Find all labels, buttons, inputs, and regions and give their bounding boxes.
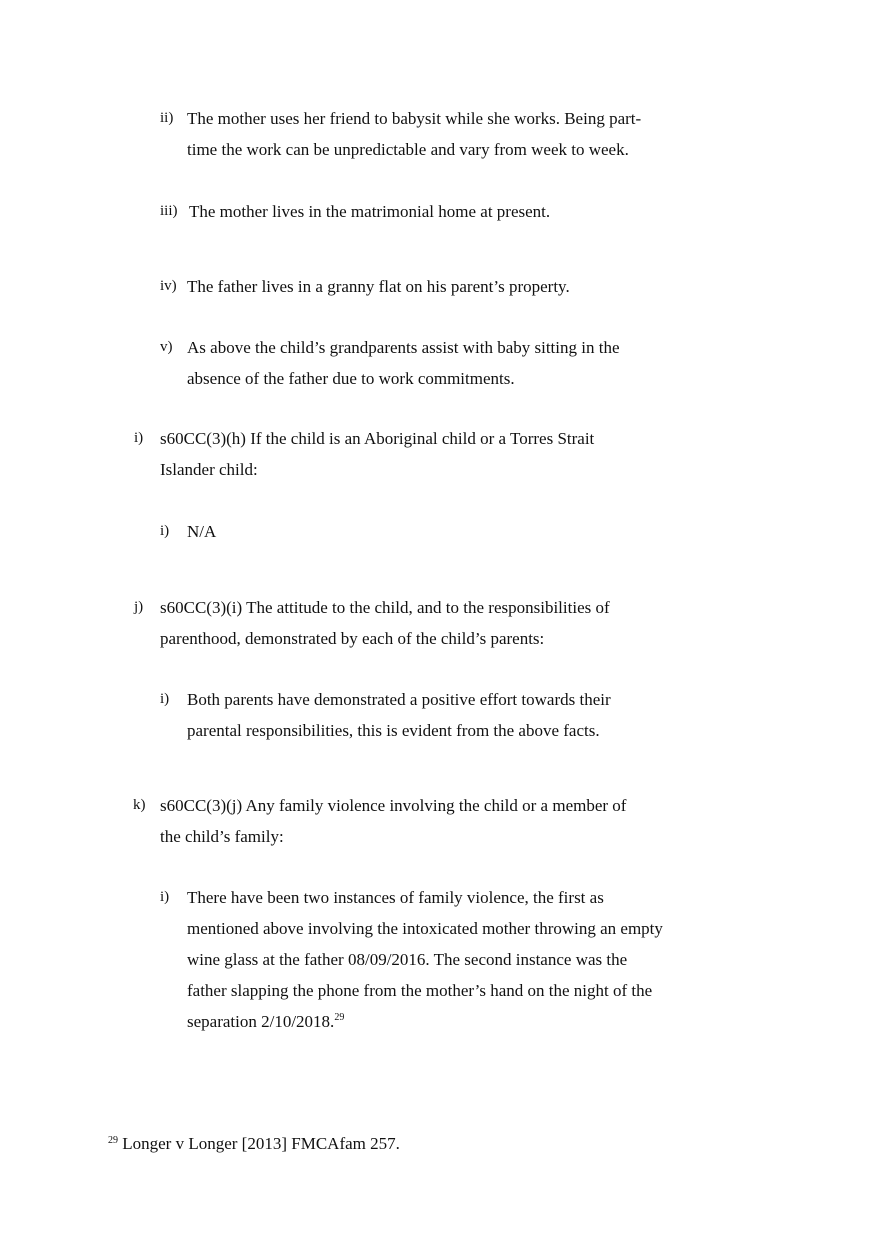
text-line: Both parents have demonstrated a positive effort towards their <box>187 690 611 709</box>
text-line: father slapping the phone from the mother’s hand on the night of the <box>187 981 653 1000</box>
text-line: absence of the father due to work commitments. <box>187 369 515 388</box>
list-text <box>160 592 610 654</box>
list-label: ii) <box>160 110 174 126</box>
text-line: There have been two instances of family violence, the first as <box>187 888 604 907</box>
text-line-content: separation 2/10/2018. <box>187 1012 335 1031</box>
text-line: mentioned above involving the intoxicated mother throwing an empty <box>187 919 663 938</box>
list-label: iii) <box>160 203 178 219</box>
text-line: N/A <box>187 522 217 541</box>
text-line: s60CC(3)(j) Any family violence involving the child or a member of <box>160 796 627 815</box>
text-line: parenthood, demonstrated by each of the child’s parents: <box>160 629 545 648</box>
list-text <box>187 103 641 165</box>
list-text <box>187 516 216 547</box>
list-text <box>160 423 594 485</box>
list-text <box>187 684 611 746</box>
list-text <box>189 196 550 227</box>
list-label: i) <box>160 889 170 905</box>
footnote <box>108 1133 400 1155</box>
footnote-number: 29 <box>108 1135 118 1146</box>
list-label: i) <box>160 523 170 539</box>
text-line: The father lives in a granny flat on his parent’s property. <box>187 277 570 296</box>
footnote-text: Longer v Longer [2013] FMCAfam 257. <box>122 1134 400 1153</box>
text-line: time the work can be unpredictable and vary from week to week. <box>187 140 629 159</box>
text-line: The mother uses her friend to babysit while she works. Being part- <box>187 109 642 128</box>
list-label: k) <box>133 797 146 813</box>
text-line: The mother lives in the matrimonial home at present. <box>189 202 551 221</box>
text-line: the child’s family: <box>160 827 284 846</box>
footnote-reference[interactable]: 29 <box>334 1012 345 1023</box>
list-label: v) <box>160 339 173 355</box>
list-label: i) <box>160 691 170 707</box>
text-line: s60CC(3)(i) The attitude to the child, and to the responsibilities of <box>160 598 610 617</box>
list-text <box>187 332 620 394</box>
text-line: wine glass at the father 08/09/2016. The second instance was the <box>187 950 628 969</box>
text-line: As above the child’s grandparents assist with baby sitting in the <box>187 338 620 357</box>
list-text <box>160 790 626 852</box>
text-line: Islander child: <box>160 460 258 479</box>
list-text <box>187 271 570 302</box>
list-label: i) <box>134 430 144 446</box>
list-text <box>187 882 663 1037</box>
list-label: iv) <box>160 278 177 294</box>
text-line: s60CC(3)(h) If the child is an Aboriginal child or a Torres Strait <box>160 429 595 448</box>
list-label: j) <box>134 599 144 615</box>
text-line <box>187 1006 663 1037</box>
text-line: parental responsibilities, this is evident from the above facts. <box>187 721 600 740</box>
